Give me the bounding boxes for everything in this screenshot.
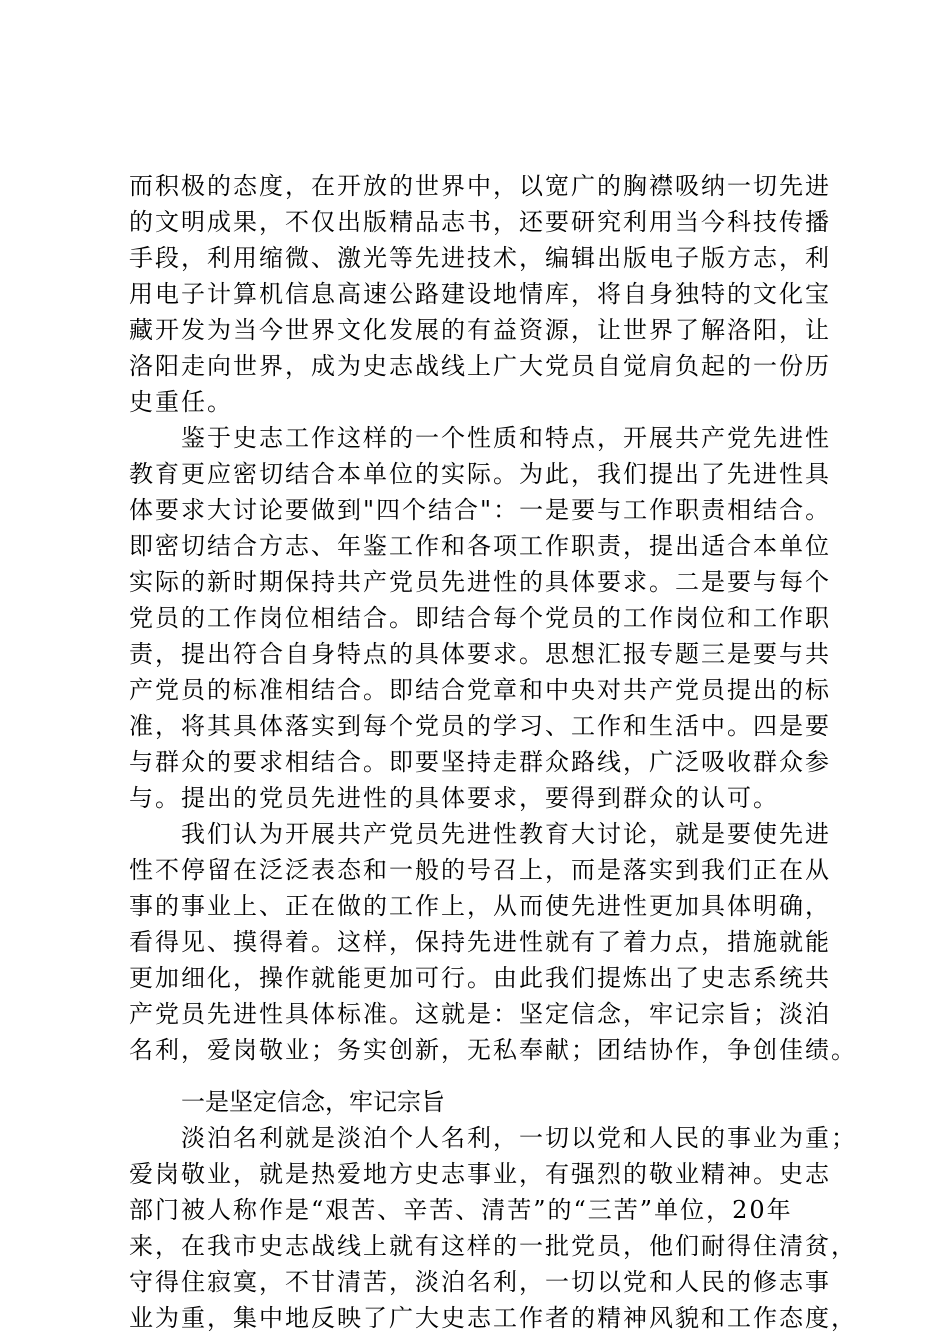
paragraph-2-line-7: 责，提出符合自身特点的具体要求。思想汇报专题三是要与共 xyxy=(129,640,831,668)
paragraph-1-line-1: 而积极的态度，在开放的世界中，以宽广的胸襟吸纳一切先进 xyxy=(129,172,831,200)
paragraph-1-line-3: 手段，利用缩微、激光等先进技术，编辑出版电子版方志，利 xyxy=(129,244,831,272)
paragraph-4-line-2: 爱岗敬业，就是热爱地方史志事业，有强烈的敬业精神。史志 xyxy=(129,1160,831,1188)
paragraph-3-line-5: 更加细化，操作就能更加可行。由此我们提炼出了史志系统共 xyxy=(129,964,831,992)
paragraph-2-line-2: 教育更应密切结合本单位的实际。为此，我们提出了先进性具 xyxy=(129,460,831,488)
paragraph-4-line-6: 业为重，集中地反映了广大史志工作者的精神风貌和工作态度， xyxy=(129,1304,857,1332)
paragraph-1-line-6: 洛阳走向世界，成为史志战线上广大党员自觉肩负起的一份历 xyxy=(129,352,831,380)
paragraph-1-line-5: 藏开发为当今世界文化发展的有益资源，让世界了解洛阳，让 xyxy=(129,316,831,344)
paragraph-4-line-3: 部门被人称作是“艰苦、辛苦、清苦”的“三苦”单位，20年 xyxy=(129,1196,793,1224)
paragraph-2-line-4: 即密切结合方志、年鉴工作和各项工作职责，提出适合本单位 xyxy=(129,532,831,560)
paragraph-2-line-8: 产党员的标准相结合。即结合党章和中央对共产党员提出的标 xyxy=(129,676,831,704)
paragraph-2-line-11: 与。提出的党员先进性的具体要求，要得到群众的认可。 xyxy=(129,784,779,812)
paragraph-2-line-1: 鉴于史志工作这样的一个性质和特点，开展共产党先进性 xyxy=(181,424,831,452)
paragraph-2-line-10: 与群众的要求相结合。即要坚持走群众路线，广泛吸收群众参 xyxy=(129,748,831,776)
paragraph-3-line-4: 看得见、摸得着。这样，保持先进性就有了着力点，措施就能 xyxy=(129,928,831,956)
paragraph-2-line-3: 体要求大讨论要做到"四个结合"：一是要与工作职责相结合。 xyxy=(129,496,832,524)
paragraph-1-line-4: 用电子计算机信息高速公路建设地情库，将自身独特的文化宝 xyxy=(129,280,831,308)
paragraph-2-line-5: 实际的新时期保持共产党员先进性的具体要求。二是要与每个 xyxy=(129,568,831,596)
paragraph-3-line-2: 性不停留在泛泛表态和一般的号召上，而是落实到我们正在从 xyxy=(129,856,831,884)
paragraph-3-line-1: 我们认为开展共产党员先进性教育大讨论，就是要使先进 xyxy=(181,820,831,848)
paragraph-4-line-1: 淡泊名利就是淡泊个人名利，一切以党和人民的事业为重； xyxy=(181,1124,857,1152)
paragraph-3-line-7: 名利，爱岗敬业；务实创新，无私奉献；团结协作，争创佳绩。 xyxy=(129,1036,857,1064)
paragraph-3-line-3: 事的事业上、正在做的工作上，从而使先进性更加具体明确， xyxy=(129,892,831,920)
paragraph-1-line-2: 的文明成果，不仅出版精品志书，还要研究利用当今科技传播 xyxy=(129,208,831,236)
paragraph-4-line-4: 来，在我市史志战线上就有这样的一批党员，他们耐得住清贫， xyxy=(129,1232,857,1260)
section-heading: 一是坚定信念，牢记宗旨 xyxy=(181,1088,445,1116)
paragraph-1-line-7: 史重任。 xyxy=(129,388,233,416)
paragraph-2-line-6: 党员的工作岗位相结合。即结合每个党员的工作岗位和工作职 xyxy=(129,604,831,632)
paragraph-2-line-9: 准，将其具体落实到每个党员的学习、工作和生活中。四是要 xyxy=(129,712,831,740)
paragraph-3-line-6: 产党员先进性具体标准。这就是：坚定信念，牢记宗旨；淡泊 xyxy=(129,1000,831,1028)
paragraph-4-line-5: 守得住寂寞，不甘清苦，淡泊名利，一切以党和人民的修志事 xyxy=(129,1268,831,1296)
